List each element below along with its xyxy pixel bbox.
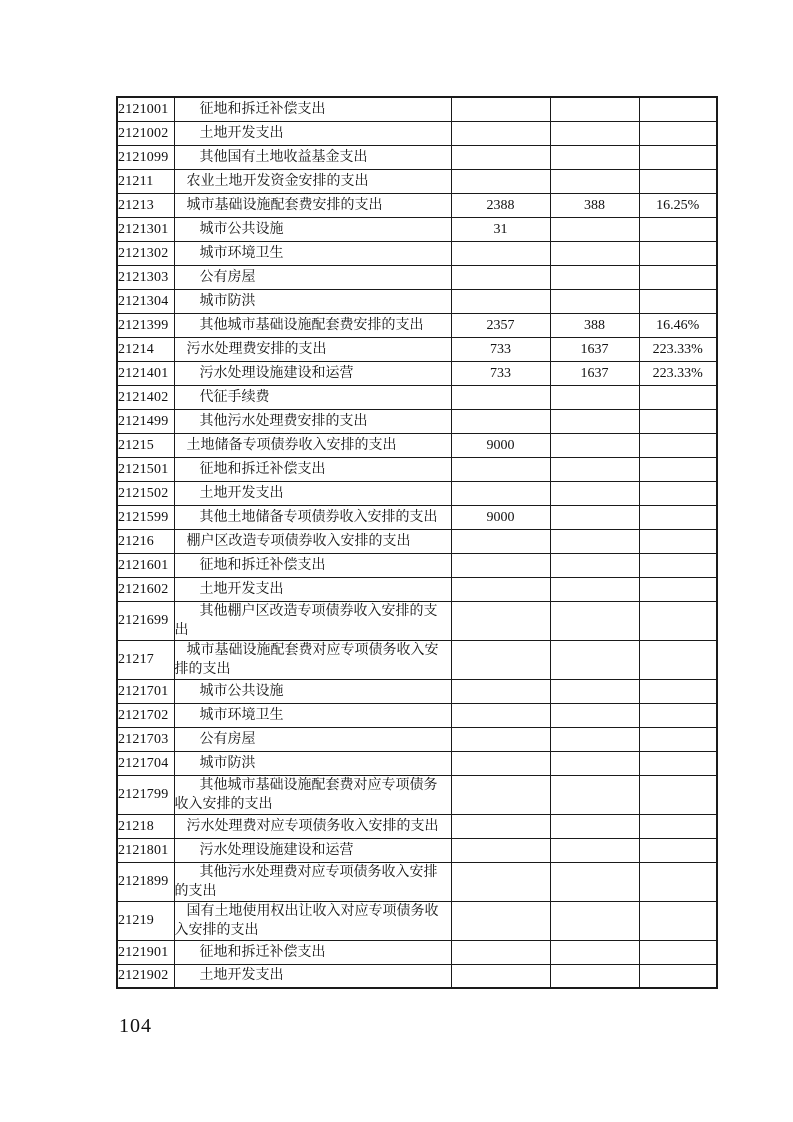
percent-cell	[639, 169, 717, 193]
value1-cell	[451, 481, 550, 505]
code-cell: 2121901	[117, 940, 174, 964]
percent-cell	[639, 241, 717, 265]
value2-cell: 1637	[550, 361, 639, 385]
value2-cell	[550, 727, 639, 751]
code-cell: 21218	[117, 814, 174, 838]
value2-cell	[550, 145, 639, 169]
table-row	[117, 457, 717, 481]
value1-cell	[451, 775, 550, 814]
item-cell: 城市防洪	[174, 289, 451, 313]
item-cell: 城市环境卫生	[174, 703, 451, 727]
value2-cell	[550, 601, 639, 640]
percent-cell	[639, 145, 717, 169]
code-cell: 2121602	[117, 577, 174, 601]
value2-cell	[550, 457, 639, 481]
table-row	[117, 169, 717, 193]
percent-cell	[639, 703, 717, 727]
value1-cell	[451, 289, 550, 313]
item-cell: 城市公共设施	[174, 217, 451, 241]
table-row	[117, 361, 717, 385]
item-cell: 征地和拆迁补偿支出	[174, 940, 451, 964]
value2-cell	[550, 385, 639, 409]
value2-cell: 388	[550, 313, 639, 337]
item-cell: 征地和拆迁补偿支出	[174, 553, 451, 577]
percent-cell	[639, 640, 717, 679]
value1-cell	[451, 964, 550, 988]
code-cell: 2121001	[117, 97, 174, 121]
value1-cell	[451, 553, 550, 577]
value1-cell	[451, 97, 550, 121]
percent-cell	[639, 121, 717, 145]
table-row	[117, 679, 717, 703]
value1-cell	[451, 409, 550, 433]
value1-cell	[451, 679, 550, 703]
value1-cell	[451, 457, 550, 481]
value1-cell: 9000	[451, 505, 550, 529]
table-row	[117, 433, 717, 457]
value2-cell	[550, 217, 639, 241]
table-row	[117, 193, 717, 217]
table-row	[117, 481, 717, 505]
percent-cell	[639, 409, 717, 433]
code-cell: 2121599	[117, 505, 174, 529]
value1-cell: 2357	[451, 313, 550, 337]
value1-cell: 9000	[451, 433, 550, 457]
value2-cell	[550, 703, 639, 727]
item-cell: 其他城市基础设施配套费对应专项债务收入安排的支出	[174, 775, 451, 814]
code-cell: 2121502	[117, 481, 174, 505]
table-row	[117, 577, 717, 601]
value2-cell	[550, 838, 639, 862]
percent-cell	[639, 433, 717, 457]
table-row	[117, 727, 717, 751]
table-row	[117, 409, 717, 433]
code-cell: 2121399	[117, 313, 174, 337]
code-cell: 2121304	[117, 289, 174, 313]
item-cell: 征地和拆迁补偿支出	[174, 457, 451, 481]
value1-cell: 733	[451, 337, 550, 361]
table-row	[117, 814, 717, 838]
code-cell: 2121601	[117, 553, 174, 577]
value1-cell	[451, 814, 550, 838]
value1-cell	[451, 751, 550, 775]
percent-cell	[639, 577, 717, 601]
table-row	[117, 640, 717, 679]
code-cell: 2121002	[117, 121, 174, 145]
code-cell: 2121704	[117, 751, 174, 775]
percent-cell	[639, 553, 717, 577]
value2-cell	[550, 964, 639, 988]
value2-cell	[550, 505, 639, 529]
table-row	[117, 145, 717, 169]
value2-cell	[550, 97, 639, 121]
percent-cell	[639, 505, 717, 529]
value1-cell	[451, 703, 550, 727]
value2-cell	[550, 775, 639, 814]
table-row	[117, 940, 717, 964]
item-cell: 城市防洪	[174, 751, 451, 775]
code-cell: 2121499	[117, 409, 174, 433]
budget-table-body	[117, 97, 717, 988]
value2-cell	[550, 640, 639, 679]
item-cell: 污水处理设施建设和运营	[174, 838, 451, 862]
value2-cell	[550, 265, 639, 289]
code-cell: 2121701	[117, 679, 174, 703]
item-cell: 城市基础设施配套费对应专项债务收入安排的支出	[174, 640, 451, 679]
value1-cell	[451, 577, 550, 601]
code-cell: 21215	[117, 433, 174, 457]
item-cell: 公有房屋	[174, 265, 451, 289]
value2-cell	[550, 679, 639, 703]
code-cell: 21214	[117, 337, 174, 361]
code-cell: 2121902	[117, 964, 174, 988]
code-cell: 2121799	[117, 775, 174, 814]
table-row	[117, 337, 717, 361]
code-cell: 2121703	[117, 727, 174, 751]
budget-table	[116, 96, 718, 989]
table-row	[117, 217, 717, 241]
percent-cell	[639, 679, 717, 703]
value1-cell	[451, 145, 550, 169]
value2-cell	[550, 481, 639, 505]
value2-cell	[550, 241, 639, 265]
percent-cell	[639, 901, 717, 940]
table-row	[117, 385, 717, 409]
item-cell: 国有土地使用权出让收入对应专项债务收入安排的支出	[174, 901, 451, 940]
item-cell: 污水处理费对应专项债务收入安排的支出	[174, 814, 451, 838]
value2-cell: 388	[550, 193, 639, 217]
item-cell: 土地开发支出	[174, 964, 451, 988]
percent-cell	[639, 457, 717, 481]
page-number: 104	[119, 1015, 152, 1037]
item-cell: 棚户区改造专项债券收入安排的支出	[174, 529, 451, 553]
value2-cell	[550, 901, 639, 940]
code-cell: 2121501	[117, 457, 174, 481]
percent-cell: 16.25%	[639, 193, 717, 217]
code-cell: 2121702	[117, 703, 174, 727]
table-row	[117, 289, 717, 313]
value1-cell	[451, 862, 550, 901]
code-cell: 2121899	[117, 862, 174, 901]
item-cell: 其他土地储备专项债券收入安排的支出	[174, 505, 451, 529]
table-row	[117, 838, 717, 862]
percent-cell: 16.46%	[639, 313, 717, 337]
item-cell: 公有房屋	[174, 727, 451, 751]
value2-cell	[550, 289, 639, 313]
item-cell: 土地开发支出	[174, 481, 451, 505]
code-cell: 2121401	[117, 361, 174, 385]
value1-cell	[451, 529, 550, 553]
value1-cell	[451, 241, 550, 265]
value1-cell	[451, 640, 550, 679]
percent-cell: 223.33%	[639, 361, 717, 385]
value2-cell	[550, 529, 639, 553]
value2-cell	[550, 814, 639, 838]
value2-cell	[550, 169, 639, 193]
value2-cell	[550, 751, 639, 775]
table-row	[117, 529, 717, 553]
table-row	[117, 121, 717, 145]
code-cell: 2121099	[117, 145, 174, 169]
table-row	[117, 505, 717, 529]
percent-cell	[639, 217, 717, 241]
percent-cell: 223.33%	[639, 337, 717, 361]
value2-cell	[550, 577, 639, 601]
value1-cell	[451, 940, 550, 964]
table-row	[117, 265, 717, 289]
item-cell: 城市环境卫生	[174, 241, 451, 265]
item-cell: 城市基础设施配套费安排的支出	[174, 193, 451, 217]
table-row	[117, 964, 717, 988]
code-cell: 21217	[117, 640, 174, 679]
item-cell: 土地开发支出	[174, 577, 451, 601]
table-row	[117, 703, 717, 727]
table-row	[117, 601, 717, 640]
table-row	[117, 241, 717, 265]
percent-cell	[639, 97, 717, 121]
percent-cell	[639, 481, 717, 505]
table-row	[117, 862, 717, 901]
table-row	[117, 553, 717, 577]
value1-cell	[451, 601, 550, 640]
code-cell: 2121303	[117, 265, 174, 289]
percent-cell	[639, 385, 717, 409]
percent-cell	[639, 775, 717, 814]
percent-cell	[639, 751, 717, 775]
percent-cell	[639, 862, 717, 901]
code-cell: 21219	[117, 901, 174, 940]
percent-cell	[639, 727, 717, 751]
code-cell: 2121402	[117, 385, 174, 409]
percent-cell	[639, 601, 717, 640]
code-cell: 2121801	[117, 838, 174, 862]
code-cell: 2121699	[117, 601, 174, 640]
table-row	[117, 751, 717, 775]
table-row	[117, 901, 717, 940]
percent-cell	[639, 838, 717, 862]
item-cell: 其他城市基础设施配套费安排的支出	[174, 313, 451, 337]
percent-cell	[639, 964, 717, 988]
value2-cell	[550, 433, 639, 457]
item-cell: 其他棚户区改造专项债券收入安排的支出	[174, 601, 451, 640]
item-cell: 土地开发支出	[174, 121, 451, 145]
table-row	[117, 775, 717, 814]
percent-cell	[639, 529, 717, 553]
value1-cell	[451, 121, 550, 145]
value1-cell	[451, 265, 550, 289]
value2-cell	[550, 940, 639, 964]
item-cell: 其他国有土地收益基金支出	[174, 145, 451, 169]
item-cell: 其他污水处理费安排的支出	[174, 409, 451, 433]
value2-cell	[550, 121, 639, 145]
value2-cell	[550, 409, 639, 433]
item-cell: 征地和拆迁补偿支出	[174, 97, 451, 121]
percent-cell	[639, 265, 717, 289]
item-cell: 城市公共设施	[174, 679, 451, 703]
table-row	[117, 97, 717, 121]
item-cell: 污水处理费安排的支出	[174, 337, 451, 361]
item-cell: 其他污水处理费对应专项债务收入安排的支出	[174, 862, 451, 901]
table-row	[117, 313, 717, 337]
value1-cell	[451, 385, 550, 409]
code-cell: 21211	[117, 169, 174, 193]
value1-cell	[451, 169, 550, 193]
value2-cell: 1637	[550, 337, 639, 361]
percent-cell	[639, 289, 717, 313]
value2-cell	[550, 862, 639, 901]
code-cell: 2121301	[117, 217, 174, 241]
item-cell: 污水处理设施建设和运营	[174, 361, 451, 385]
value1-cell	[451, 838, 550, 862]
value1-cell	[451, 901, 550, 940]
item-cell: 农业土地开发资金安排的支出	[174, 169, 451, 193]
value1-cell: 2388	[451, 193, 550, 217]
value1-cell: 733	[451, 361, 550, 385]
value2-cell	[550, 553, 639, 577]
percent-cell	[639, 814, 717, 838]
percent-cell	[639, 940, 717, 964]
code-cell: 21216	[117, 529, 174, 553]
item-cell: 土地储备专项债券收入安排的支出	[174, 433, 451, 457]
code-cell: 2121302	[117, 241, 174, 265]
value1-cell	[451, 727, 550, 751]
value1-cell: 31	[451, 217, 550, 241]
code-cell: 21213	[117, 193, 174, 217]
item-cell: 代征手续费	[174, 385, 451, 409]
